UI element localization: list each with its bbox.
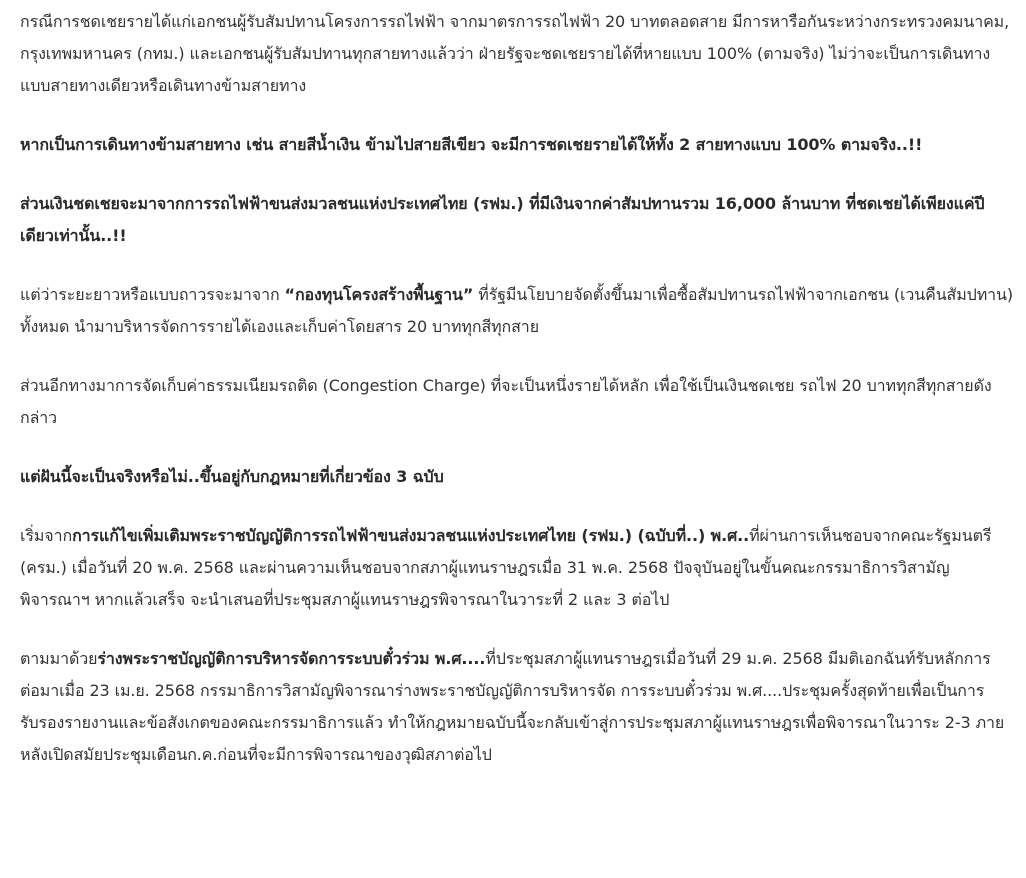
mrta-act-highlight: การแก้ไขเพิ่มเติมพระราชบัญญัติการรถไฟฟ้าขนส่งมวลชนแห่งประเทศไทย (รฟม.) (ฉบับที่..) พ.ศ.. bbox=[72, 526, 750, 545]
paragraph-funding-source: ส่วนเงินชดเชยจะมาจากการรถไฟฟ้าขนส่งมวลชนแห่งประเทศไทย (รฟม.) ที่มีเงินจากค่าสัมปทานรวม 16,000 ล้านบาท ที่ชดเชยได้เพียงแค่ปีเดียวเท่านั้น..!! bbox=[20, 194, 985, 245]
paragraph-cross-line-compensation: หากเป็นการเดินทางข้ามสายทาง เช่น สายสีน้ำเงิน ข้ามไปสายสีเขียว จะมีการชดเชยรายได้ให้ทั้ง 2 สายทางแบบ 100% ตามจริง..!! bbox=[20, 135, 923, 154]
paragraph-common-ticket-bill bbox=[20, 643, 1014, 771]
paragraph-compensation-intro: กรณีการชดเชยรายได้แก่เอกชนผู้รับสัมปทานโครงการรถไฟฟ้า จากมาตรการรถไฟฟ้า 20 บาทตลอดสาย มีการหารือกันระหว่างกระทรวงคมนาคม, กรุงเทพมหานคร (กทม.) และเอกชนผู้รับสัมปทานทุกสายทางแล้วว่า ฝ่ายรัฐจะชดเชยรายได้ที่หายแบบ 100% (ตามจริง) ไม่ว่าจะเป็นการเดินทางแบบสายทางเดียวหรือเดินทางข้ามสายทาง bbox=[20, 12, 1010, 95]
paragraph-infrastructure-fund-post: ที่รัฐมีนโยบายจัดตั้งขึ้นมาเพื่อซื้อสัมปทานรถไฟฟ้าจากเอกชน (เวนคืนสัมปทาน) ทั้งหมด นำมาบริหารจัดการรายได้เองและเก็บค่าโดยสาร 20 บาททุกสีทุกสาย bbox=[20, 285, 1014, 336]
paragraph-mrta-act-post: ที่ผ่านการเห็นชอบจากคณะรัฐมนตรี (ครม.) เมื่อวันที่ 20 พ.ค. 2568 และผ่านความเห็นชอบจากสภาผู้แทนราษฎรเมื่อ 31 พ.ค. 2568 ปัจจุบันอยู่ในขั้นคณะกรรมาธิการวิสามัญพิจารณาฯ หากแล้วเสร็จ จะนำเสนอที่ประชุมสภาผู้แทนราษฎรพิจารณาในวาระที่ 2 และ 3 ต่อไป bbox=[20, 526, 992, 609]
paragraph-three-laws-heading: แต่ฝันนี้จะเป็นจริงหรือไม่..ขึ้นอยู่กับกฎหมายที่เกี่ยวข้อง 3 ฉบับ bbox=[20, 467, 444, 486]
paragraph-infrastructure-fund-pre: แต่ว่าระยะยาวหรือแบบถาวรจะมาจาก bbox=[20, 285, 285, 304]
infrastructure-fund-highlight: “กองทุนโครงสร้างพื้นฐาน” bbox=[284, 285, 474, 304]
common-ticket-bill-highlight: ร่างพระราชบัญญัติการบริหารจัดการระบบตั๋วร่วม พ.ศ.... bbox=[97, 649, 486, 668]
paragraph-infrastructure-fund bbox=[20, 279, 1014, 343]
paragraph-mrta-act-amendment bbox=[20, 520, 1014, 616]
paragraph-mrta-act-pre: เริ่มจาก bbox=[20, 526, 73, 545]
paragraph-common-ticket-post: ที่ประชุมสภาผู้แทนราษฎรเมื่อวันที่ 29 ม.ค. 2568 มีมติเอกฉันท์รับหลักการ ต่อมาเมื่อ 23 เม.ย. 2568 กรรมาธิการวิสามัญพิจารณาร่างพระราชบัญญัติการบริหารจัด การระบบตั๋วร่วม พ.ศ....ประชุมครั้งสุดท้ายเพื่อเป็นการรับรองรายงานและข้อสังเกตของคณะกรรมาธิการแล้ว ทำให้กฎหมายฉบับนี้จะกลับเข้าสู่การประชุมสภาผู้แทนราษฎรเพื่อพิจารณาในวาระ 2-3 ภายหลังเปิดสมัยประชุมเดือนก.ค.ก่อนที่จะมีการพิจารณาของวุฒิสภาต่อไป bbox=[20, 649, 1005, 764]
paragraph-common-ticket-pre: ตามมาด้วย bbox=[20, 649, 98, 668]
paragraph-congestion-charge: ส่วนอีกทางมาการจัดเก็บค่าธรรมเนียมรถติด (Congestion Charge) ที่จะเป็นหนึ่งรายได้หลัก เพื่อใช้เป็นเงินชดเชย รถไฟ 20 บาททุกสีทุกสายดังกล่าว bbox=[20, 376, 992, 427]
